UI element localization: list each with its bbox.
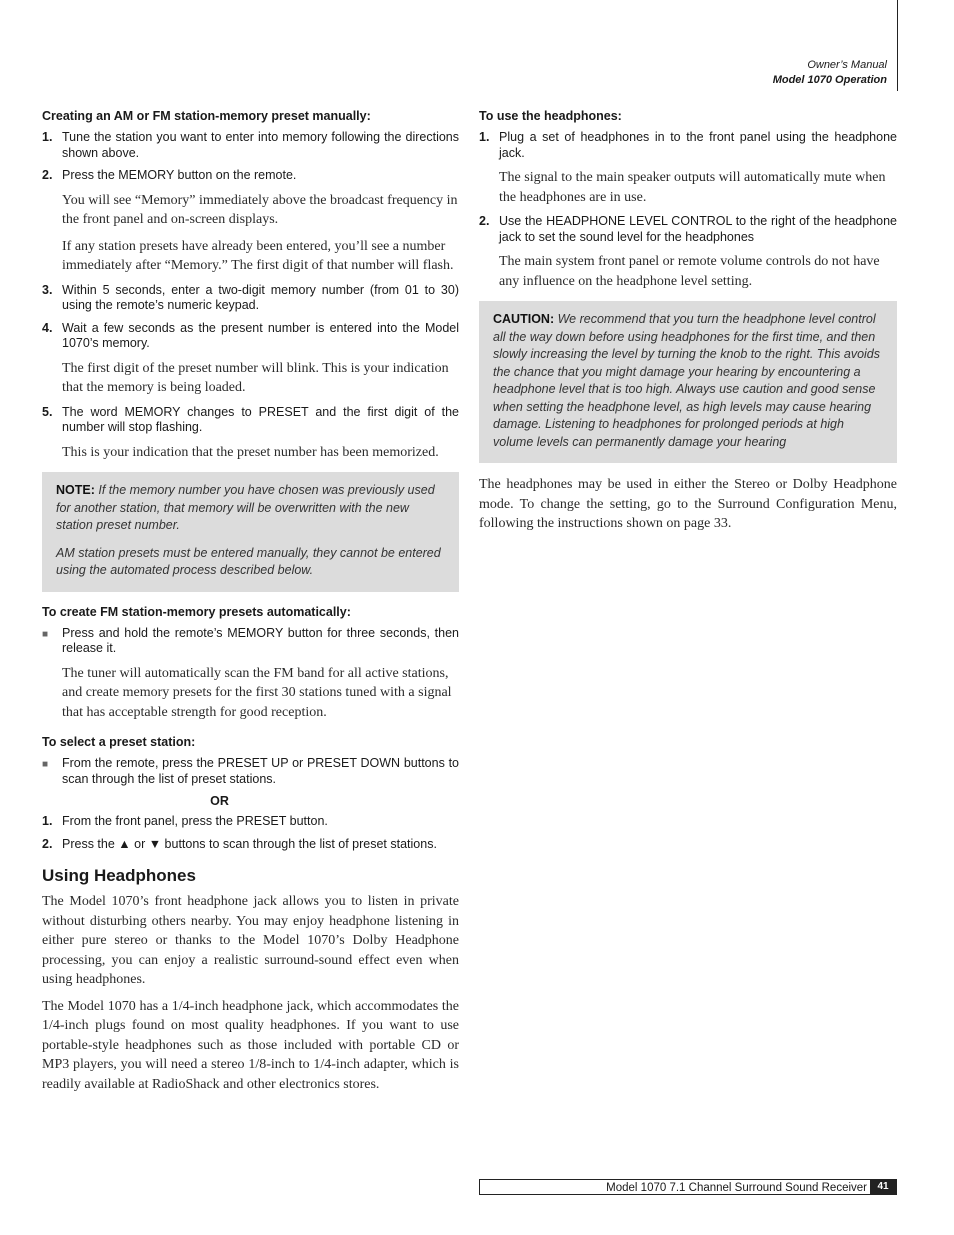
body-paragraph: The headphones may be used in either the Stereo or Dolby Headphone mode. To change the setting, go to the Surround Configuration Menu, following the instructions shown on page 33.: [479, 477, 897, 531]
step-detail: If any station presets have already been entered, you’ll see a number immediately after “Memory.” The first digit of that number will flash.: [62, 238, 454, 273]
list-item: [479, 130, 897, 161]
running-header: [773, 58, 887, 88]
list-item: [42, 814, 459, 830]
step-detail: You will see “Memory” immediately above the broadcast frequency in the front panel and on-screen displays.: [62, 192, 458, 227]
manual-label: Owner’s Manual: [807, 59, 887, 71]
step-detail: The tuner will automatically scan the FM band for all active stations, and create memory presets for the first 30 stations tuned with a signal that has acceptable strength for good reception.: [62, 665, 452, 720]
step-text: Tune the station you want to enter into memory following the directions shown above.: [62, 130, 459, 160]
step-detail: The first digit of the preset number will blink. This is your indication that the memory is being loaded.: [62, 360, 449, 395]
left-column: [42, 108, 459, 1101]
list-item: [42, 321, 459, 352]
list-item: [42, 168, 459, 184]
step-number: 1.: [42, 814, 53, 828]
am-fm-preset-heading: Creating an AM or FM station-memory preset manually:: [42, 109, 371, 123]
step-text: From the front panel, press the PRESET button.: [62, 814, 328, 828]
step-text: Press the MEMORY button on the remote.: [62, 168, 297, 182]
select-preset-heading: To select a preset station:: [42, 735, 196, 749]
list-item: [42, 130, 459, 161]
note-text: If the memory number you have chosen was previously used for another station, that memory will be overwritten with the new station preset number.: [56, 483, 435, 532]
use-headphones-heading: To use the headphones:: [479, 109, 622, 123]
or-separator: OR: [210, 794, 229, 808]
note-text-am: AM station presets must be entered manually, they cannot be entered using the automated process described below.: [56, 545, 441, 577]
body-paragraph: The Model 1070 has a 1/4-inch headphone jack, which accommodates the 1/4-inch plugs found on most quality headphones. If you want to use portable-style headphones such as those included with portable CD or MP3 players, you will need a stereo 1/8-inch to 1/4-inch adapter, which is readily available at RadioShack and other electronics stores.: [42, 998, 459, 1092]
step-detail: This is your indication that the preset number has been memorized.: [62, 444, 439, 460]
step-text: Use the HEADPHONE LEVEL CONTROL to the right of the headphone jack to set the sound level for the headphones: [499, 214, 897, 244]
body-paragraph: The Model 1070’s front headphone jack allows you to listen in private without disturbing others nearby. You may enjoy headphone listening in either pure stereo or thanks to the Model 1070’s Dolby Headphone processing, you can enjoy a realistic surround-sound effect even when using headphones.: [42, 894, 459, 987]
page-footer: [479, 1179, 897, 1195]
step-number: 2.: [479, 214, 490, 228]
list-item: [479, 214, 897, 245]
bullet-text: Press and hold the remote’s MEMORY button for three seconds, then release it.: [62, 625, 459, 655]
note-box: [42, 472, 459, 592]
step-number: 4.: [42, 320, 53, 335]
step-number: 5.: [42, 404, 53, 419]
list-item: [42, 626, 459, 657]
step-number: 1.: [479, 130, 490, 144]
page-number: 41: [870, 1180, 896, 1194]
header-rule: [897, 0, 898, 91]
list-item: [42, 837, 459, 853]
square-bullet-icon: ■: [42, 628, 49, 640]
section-title: Using Headphones: [42, 866, 196, 885]
step-number: 3.: [42, 282, 53, 297]
caution-text: We recommend that you turn the headphone level control all the way down before using headphones for the first time, and then slowly increasing the level by turning the knob to the right. This avoids the chance that you might damage your hearing by encountering a headphone level that is too high. Always use caution and good sense when setting the headphone level, as high levels may cause hearing damage. Listening to headphones for prolonged periods at high volume levels can permanently damage your hearing: [493, 312, 881, 449]
step-text: Plug a set of headphones in to the front panel using the headphone jack.: [499, 130, 897, 160]
list-item: [42, 283, 459, 314]
bullet-text: From the remote, press the PRESET UP or PRESET DOWN buttons to scan through the list of preset stations.: [62, 756, 459, 786]
step-detail: The signal to the main speaker outputs will automatically mute when the headphones are in use.: [499, 170, 886, 205]
right-column: [479, 108, 897, 541]
list-item: [42, 756, 459, 787]
fm-auto-heading: To create FM station-memory presets automatically:: [42, 604, 351, 619]
step-text: Within 5 seconds, enter a two-digit memory number (from 01 to 30) using the remote’s numeric keypad.: [62, 282, 459, 312]
caution-label: CAUTION:: [493, 312, 555, 326]
step-text: Press the ▲ or ▼ buttons to scan through the list of preset stations.: [62, 836, 437, 851]
step-detail: The main system front panel or remote volume controls do not have any influence on the headphone level setting.: [499, 254, 880, 289]
step-text: Wait a few seconds as the present number is entered into the Model 1070’s memory.: [62, 320, 459, 350]
footer-product-title: Model 1070 7.1 Channel Surround Sound Receiver: [606, 1182, 867, 1194]
step-number: 2.: [42, 836, 53, 851]
list-item: [42, 405, 459, 436]
square-bullet-icon: ■: [42, 759, 49, 770]
step-number: 1.: [42, 130, 53, 144]
section-label: Model 1070 Operation: [772, 74, 887, 86]
step-number: 2.: [42, 168, 53, 182]
step-text: The word MEMORY changes to PRESET and the first digit of the number will stop flashing.: [62, 404, 459, 434]
note-label: NOTE:: [56, 483, 95, 497]
caution-box: [479, 301, 897, 463]
